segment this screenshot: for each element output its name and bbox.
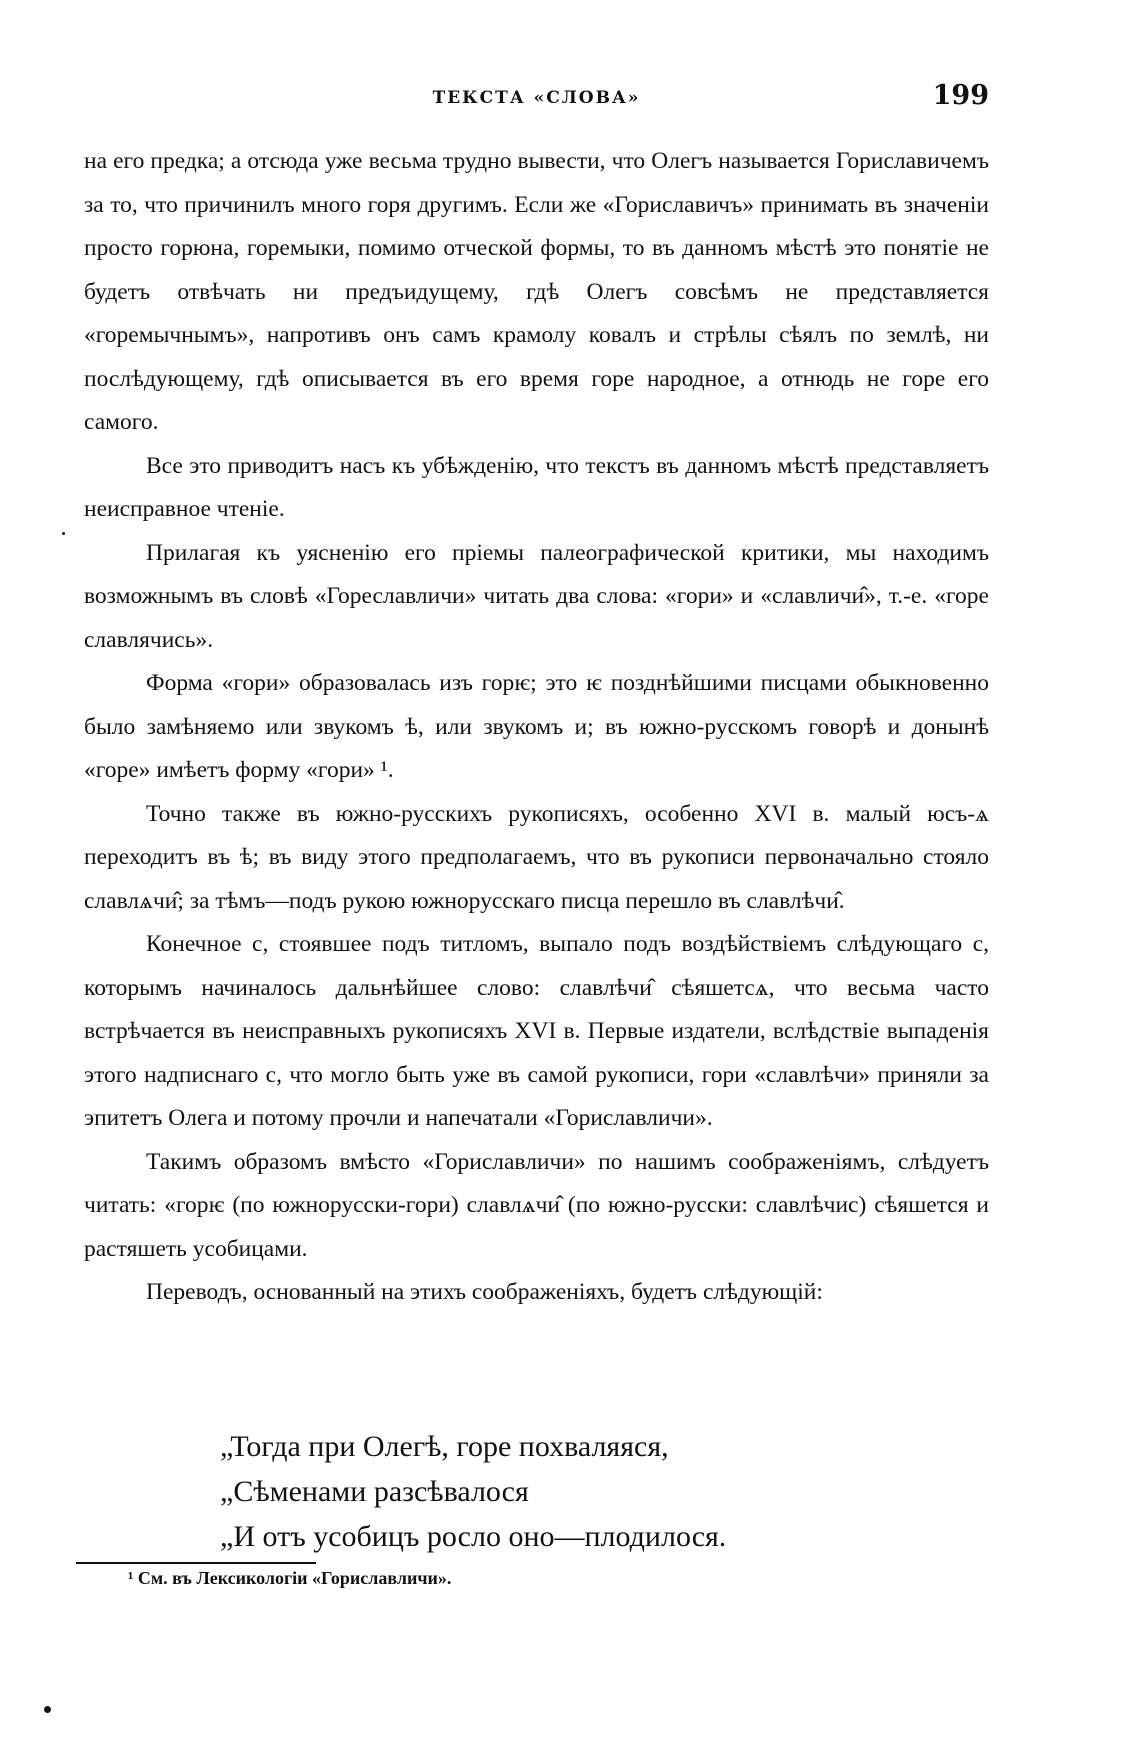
verse-line: „Тогда при Олегѣ, горе похваляяся, — [220, 1430, 669, 1463]
verse-line: „Сѣменами разсѣвалося — [220, 1475, 529, 1508]
paragraph: Все это приводитъ насъ къ убѣжденію, что текстъ въ данномъ мѣстѣ представляетъ неисправное чтеніе. — [84, 452, 989, 522]
body-text — [84, 140, 989, 1315]
footnote-rule — [76, 1562, 316, 1564]
running-header — [84, 80, 989, 116]
print-speck — [62, 532, 65, 535]
verse-line: „И отъ усобицъ росло оно—плодилося. — [220, 1520, 727, 1553]
paragraph: Прилагая къ уясненію его пріемы палеографической критики, мы находимъ возможнымъ въ словѣ «Гореславличи» читать два слова: «гори» и «славличи̂», т.-е. «горе славлячись». — [84, 539, 989, 653]
paragraph: на его предка; а отсюда уже весьма трудно вывести, что Олегъ называется Гориславичемъ за то, что причинилъ много горя другимъ. Если же «Гориславичъ» принимать въ значеніи просто горюна, горемыки, помимо отческой формы, то въ данномъ мѣстѣ это понятіе не будетъ отвѣчать ни предъидущему, гдѣ Олегъ совсѣмъ не представляется «горемычнымъ», напротивъ онъ самъ крамолу ковалъ и стрѣлы сѣялъ по землѣ, ни послѣдующему, гдѣ описывается въ его время горе народное, а отнюдь не горе его самого. — [84, 148, 989, 435]
paragraph: Форма «гори» образовалась изъ горѥ; это ѥ позднѣйшими писцами обыкновенно было замѣняемо или звукомъ ѣ, или звукомъ и; въ южно-русскомъ говорѣ и донынѣ «горе» имѣетъ форму «гори» ¹. — [84, 670, 989, 783]
paragraph: Такимъ образомъ вмѣсто «Гориславличи» по нашимъ соображеніямъ, слѣдуетъ читать: «горѥ (по южнорусски-гори) славлѧчи̂ (по южно-русски: славлѣчис) сѣяшется и растяшеть усобицами. — [84, 1148, 989, 1262]
paragraph: Переводъ, основанный на этихъ соображеніяхъ, будетъ слѣдующій: — [146, 1279, 823, 1305]
paragraph: Точно также въ южно-русскихъ рукописяхъ, особенно XVI в. малый юсъ-ѧ переходитъ въ ѣ; въ виду этого предполагаемъ, что въ рукописи первоначально стояло славлѧчи̂; за тѣмъ—подъ рукою южнорусскаго писца перешло въ славлѣчи̂. — [84, 800, 989, 914]
paragraph: Конечное с, стоявшее подъ титломъ, выпало подъ воздѣйствіемъ слѣдующаго с, которымъ начиналось дальнѣйшее слово: славлѣчи̂ сѣяшетсѧ, что весьма часто встрѣчается въ неисправныхъ рукописяхъ XVI в. Первые издатели, вслѣдствіе выпаденія этого надписнаго с, что могло быть уже въ самой рукописи, гори «славлѣчи» приняли за эпитетъ Олега и потому прочли и напечатали «Гориславличи». — [84, 931, 989, 1131]
running-title: ТЕКСТА «СЛОВА» — [432, 88, 641, 108]
print-speck — [44, 1706, 51, 1713]
verse-translation — [220, 1424, 920, 1559]
footnote: ¹ См. въ Лексикологіи «Гориславличи». — [128, 1568, 452, 1588]
page-number: 199 — [932, 80, 989, 111]
